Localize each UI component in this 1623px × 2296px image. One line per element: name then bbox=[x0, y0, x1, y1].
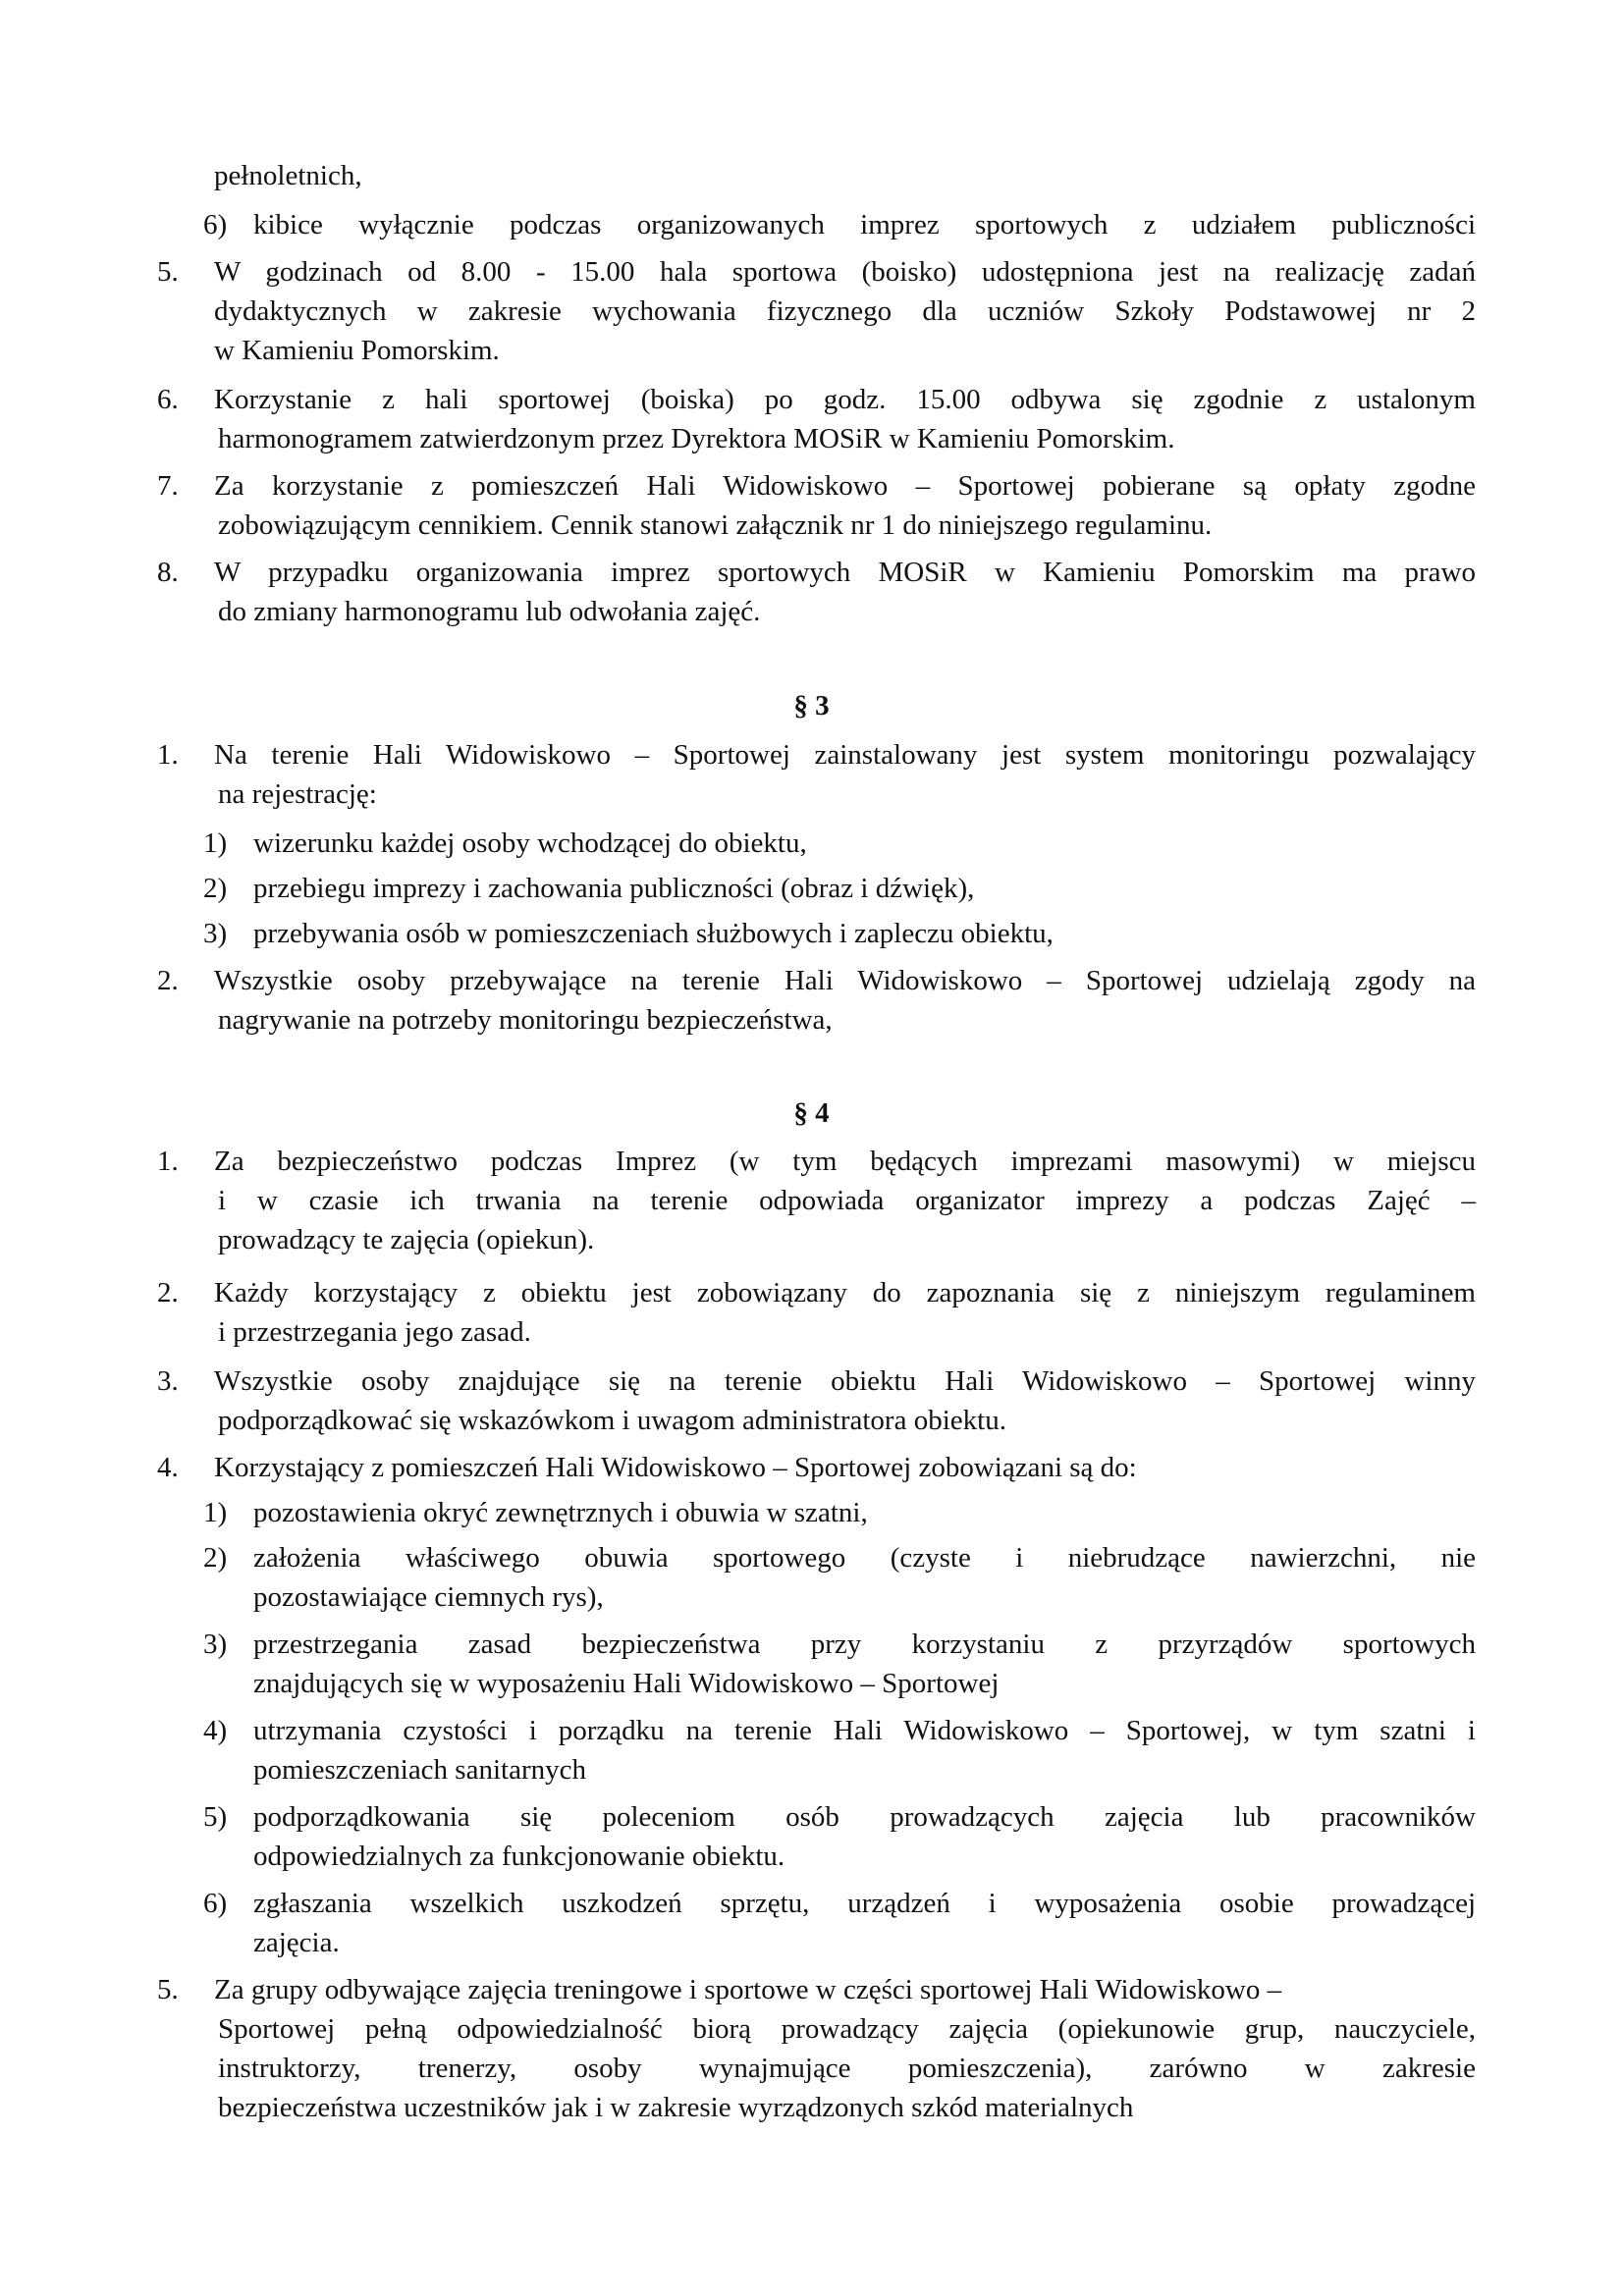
item-text-line: W przypadku organizowania imprez sportowych MOSiR w Kamieniu Pomorskim ma prawo bbox=[214, 557, 1476, 588]
item-text-line: instruktorzy, trenerzy, osoby wynajmujące pomieszczenia), zarówno w zakresie bbox=[218, 2053, 1476, 2084]
sub-item-number: 2) bbox=[203, 1542, 228, 1574]
sub-item-number: 1) bbox=[203, 828, 228, 859]
item-number: 2. bbox=[157, 965, 179, 996]
sub-item-text: przestrzegania zasad bezpieczeństwa przy korzystaniu z przyrządów sportowych bbox=[253, 1629, 1476, 1660]
sub-item-number: 1) bbox=[203, 1497, 228, 1528]
item-text-line: Korzystający z pomieszczeń Hali Widowiskowo – Sportowej zobowiązani są do: bbox=[214, 1452, 1137, 1483]
sub-item-text: wizerunku każdej osoby wchodzącej do obiektu, bbox=[253, 828, 807, 859]
item-number: 7. bbox=[157, 470, 179, 502]
sub-item-number: 3) bbox=[203, 918, 228, 949]
item-text-line: bezpieczeństwa uczestników jak i w zakresie wyrządzonych szkód materialnych bbox=[218, 2092, 1134, 2123]
item-number: 8. bbox=[157, 557, 179, 588]
sub-item-number: 4) bbox=[203, 1715, 228, 1746]
section-heading-4: § 4 bbox=[793, 1097, 830, 1129]
sub-item-text: znajdujących się w wyposażeniu Hali Widowiskowo – Sportowej bbox=[253, 1668, 1000, 1699]
sub-item-number: 5) bbox=[203, 1801, 228, 1833]
item-number: 5. bbox=[157, 1974, 179, 2005]
sub-item-text: utrzymania czystości i porządku na terenie Hali Widowiskowo – Sportowej, w tym szatni i bbox=[253, 1715, 1476, 1746]
item-text-line: na rejestrację: bbox=[218, 778, 377, 810]
item-number: 4. bbox=[157, 1452, 179, 1483]
item-number: 3. bbox=[157, 1365, 179, 1397]
sub-item-text: przebiegu imprezy i zachowania publiczności (obraz i dźwięk), bbox=[253, 873, 975, 904]
item-text-line: w Kamieniu Pomorskim. bbox=[214, 335, 500, 366]
item-text-line: zobowiązującym cennikiem. Cennik stanowi załącznik nr 1 do niniejszego regulaminu. bbox=[218, 509, 1213, 541]
sub-item-text: założenia właściwego obuwia sportowego (czyste i niebrudzące nawierzchni, nie bbox=[253, 1542, 1476, 1574]
sub-item-number: 2) bbox=[203, 873, 228, 904]
sub-item-text: pozostawiające ciemnych rys), bbox=[253, 1581, 604, 1613]
item-text-line: do zmiany harmonogramu lub odwołania zajęć. bbox=[218, 596, 761, 627]
item-text-line: podporządkować się wskazówkom i uwagom administratora obiektu. bbox=[218, 1405, 1006, 1436]
item-number: 5. bbox=[157, 256, 179, 288]
item-number: 6. bbox=[157, 384, 179, 415]
sub-item-text: pomieszczeniach sanitarnych bbox=[253, 1754, 586, 1786]
sub-item-text: podporządkowania się poleceniom osób prowadzących zajęcia lub pracowników bbox=[253, 1801, 1476, 1833]
sub-item-number: 3) bbox=[203, 1629, 228, 1660]
item-text-line: Na terenie Hali Widowiskowo – Sportowej zainstalowany jest system monitoringu pozwalający bbox=[214, 739, 1476, 771]
item-text-line: Za korzystanie z pomieszczeń Hali Widowiskowo – Sportowej pobierane są opłaty zgodne bbox=[214, 470, 1476, 502]
sub-item-text: zgłaszania wszelkich uszkodzeń sprzętu, urządzeń i wyposażenia osobie prowadzącej bbox=[253, 1888, 1476, 1919]
sub-item-number: 6) bbox=[203, 1888, 228, 1919]
item-text-line: dydaktycznych w zakresie wychowania fizycznego dla uczniów Szkoły Podstawowej nr 2 bbox=[214, 295, 1476, 327]
section-heading-3: § 3 bbox=[793, 690, 830, 721]
item-number: 1. bbox=[157, 739, 179, 771]
item-text-line: Sportowej pełną odpowiedzialność biorą prowadzący zajęcia (opiekunowie grup, nauczyciele, bbox=[218, 2013, 1476, 2045]
item-text-line: Każdy korzystający z obiektu jest zobowiązany do zapoznania się z niniejszym regulaminem bbox=[214, 1277, 1476, 1308]
sub-item-text: kibice wyłącznie podczas organizowanych imprez sportowych z udziałem publiczności bbox=[253, 209, 1476, 240]
item-text-line: i przestrzegania jego zasad. bbox=[218, 1316, 531, 1348]
continuation-text: pełnoletnich, bbox=[214, 160, 362, 191]
sub-item-text: zajęcia. bbox=[253, 1927, 340, 1958]
item-text-line: prowadzący te zajęcia (opiekun). bbox=[218, 1224, 595, 1255]
item-text-line: Wszystkie osoby przebywające na terenie Hali Widowiskowo – Sportowej udzielają zgody na bbox=[214, 965, 1476, 996]
item-text-line: Wszystkie osoby znajdujące się na terenie obiektu Hali Widowiskowo – Sportowej winny bbox=[214, 1365, 1476, 1397]
item-number: 2. bbox=[157, 1277, 179, 1308]
item-text-line: W godzinach od 8.00 - 15.00 hala sportowa (boisko) udostępniona jest na realizację zadań bbox=[214, 256, 1476, 288]
item-text-line: nagrywanie na potrzeby monitoringu bezpieczeństwa, bbox=[218, 1004, 833, 1036]
sub-item-text: przebywania osób w pomieszczeniach służbowych i zapleczu obiektu, bbox=[253, 918, 1054, 949]
item-text-line: Korzystanie z hali sportowej (boiska) po godz. 15.00 odbywa się zgodnie z ustalonym bbox=[214, 384, 1476, 415]
item-text-line: i w czasie ich trwania na terenie odpowiada organizator imprezy a podczas Zajęć – bbox=[218, 1185, 1476, 1216]
sub-item-text: pozostawienia okryć zewnętrznych i obuwia w szatni, bbox=[253, 1497, 868, 1528]
item-text-line: Za grupy odbywające zajęcia treningowe i sportowe w części sportowej Hali Widowiskowo – bbox=[214, 1974, 1282, 2005]
item-text-line: harmonogramem zatwierdzonym przez Dyrektora MOSiR w Kamieniu Pomorskim. bbox=[218, 423, 1175, 454]
item-number: 1. bbox=[157, 1146, 179, 1177]
sub-item-text: odpowiedzialnych za funkcjonowanie obiektu. bbox=[253, 1841, 785, 1872]
item-text-line: Za bezpieczeństwo podczas Imprez (w tym będących imprezami masowymi) w miejscu bbox=[214, 1146, 1476, 1177]
sub-item-number: 6) bbox=[203, 209, 228, 240]
